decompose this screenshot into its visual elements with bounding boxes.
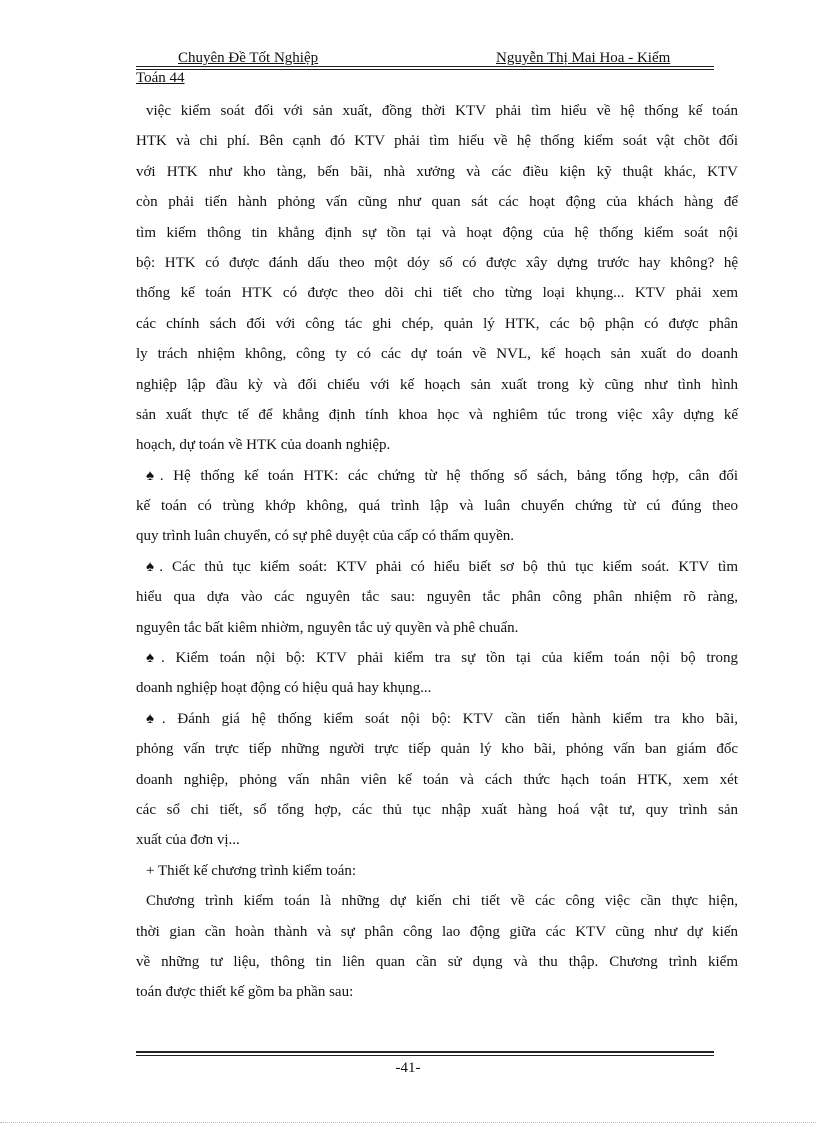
text-line: nghiệp lập đầu kỳ và đối chiếu với kế hoạch sản xuất trong kỳ cũng như tình hình <box>136 376 738 393</box>
text-line: phỏng vấn trực tiếp những người trực tiếp quản lý kho bãi, phỏng vấn ban giám đốc <box>136 741 738 758</box>
footer-rule <box>136 1055 714 1056</box>
section-heading: + Thiết kế chương trình kiểm toán: <box>146 862 357 879</box>
text-line: thời gian cần hoàn thành và sự phân công lao động giữa các KTV cũng như dự kiến <box>136 923 738 940</box>
text-line: kế toán có trùng khớp không, quá trình lập và luân chuyển chứng từ cú đúng theo <box>136 498 738 515</box>
header-rule <box>136 69 714 70</box>
body-text <box>136 96 738 1008</box>
footer-rule <box>136 1051 714 1053</box>
text-line: bộ: HTK có được đánh dấu theo một dóy số có được xây dựng trước hay không? hệ <box>136 254 738 271</box>
text-line: HTK và chi phí. Bên cạnh đó KTV phải tìm hiểu về hệ thống kiểm soát vật chõt đối <box>136 133 738 150</box>
text-line: doanh nghiệp hoạt động có hiệu quả hay khụng... <box>136 680 432 697</box>
page-header <box>136 48 714 92</box>
bullet-line: ♠. Các thủ tục kiểm soát: KTV phải có hiểu biết sơ bộ thủ tục kiểm soát. KTV tìm <box>146 558 738 575</box>
header-author: Nguyễn Thị Mai Hoa - Kiểm <box>496 50 671 66</box>
text-line: xuất của đơn vị... <box>136 832 240 849</box>
text-line: toán được thiết kế gồm ba phần sau: <box>136 984 354 1001</box>
text-line: các sổ chi tiết, sổ tổng hợp, các thủ tục nhập xuất hàng hoá vật tư, quy trình sản <box>136 801 738 818</box>
text-line: việc kiểm soát đối với sản xuất, đồng thời KTV phải tìm hiểu về hệ thống kế toán <box>146 103 738 119</box>
text-line: Chương trình kiểm toán là những dự kiến chi tiết về các công việc cần thực hiện, <box>146 893 738 910</box>
page-number: -41- <box>395 1060 421 1076</box>
text-line: thống kế toán HTK có được theo dõi chi tiết cho từng loại khụng... KTV phải xem <box>136 285 738 302</box>
text-line: các chính sách đối với công tác ghi chép, quản lý HTK, các bộ phận có được phân <box>136 315 738 332</box>
text-line: sản xuất thực tế để khẳng định tính khoa học và nghiêm túc trong việc xây dựng kế <box>136 406 738 423</box>
bullet-line: ♠. Kiểm toán nội bộ: KTV phải kiểm tra sự tồn tại của kiểm toán nội bộ trong <box>146 650 738 667</box>
text-line: ly trách nhiệm không, công ty có các dự toán về NVL, kế hoạch sản xuất do doanh <box>136 346 738 363</box>
bullet-line: ♠. Đánh giá hệ thống kiểm soát nội bộ: KTV cần tiến hành kiểm tra kho bãi, <box>146 710 738 727</box>
bullet-line: ♠. Hệ thống kế toán HTK: các chứng từ hệ thống sổ sách, bảng tổng hợp, cân đối <box>146 467 738 484</box>
text-line: còn phải tiến hành phỏng vấn cũng như quan sát các hoạt động của khách hàng để <box>136 194 738 211</box>
text-line: hiểu qua dựa vào các nguyên tắc sau: nguyên tắc phân công phân nhiệm rõ ràng, <box>136 589 738 606</box>
header-title: Chuyên Đề Tốt Nghiệp <box>178 50 319 66</box>
text-line: với HTK như kho tàng, bến bãi, nhà xưởng và các điều kiện kỹ thuật khác, KTV <box>136 163 738 180</box>
text-line: hoạch, dự toán về HTK của doanh nghiệp. <box>136 437 391 454</box>
text-line: về những tư liệu, thông tin liên quan cần sử dụng và thu thập. Chương trình kiểm <box>136 953 738 970</box>
text-line: tìm kiếm thông tin khẳng định sự tồn tại và hoạt động của hệ thống kiểm soát nội <box>136 224 738 241</box>
text-line: doanh nghiệp, phỏng vấn nhân viên kế toán và cách thức hạch toán HTK, xem xét <box>136 771 738 788</box>
text-line: quy trình luân chuyển, có sự phê duyệt của cấp có thẩm quyền. <box>136 528 515 545</box>
header-rule <box>136 66 714 67</box>
header-author-continuation: Toán 44 <box>136 70 185 86</box>
text-line: nguyên tắc bất kiêm nhiờm, nguyên tắc uỷ quyền và phê chuẩn. <box>136 619 519 636</box>
